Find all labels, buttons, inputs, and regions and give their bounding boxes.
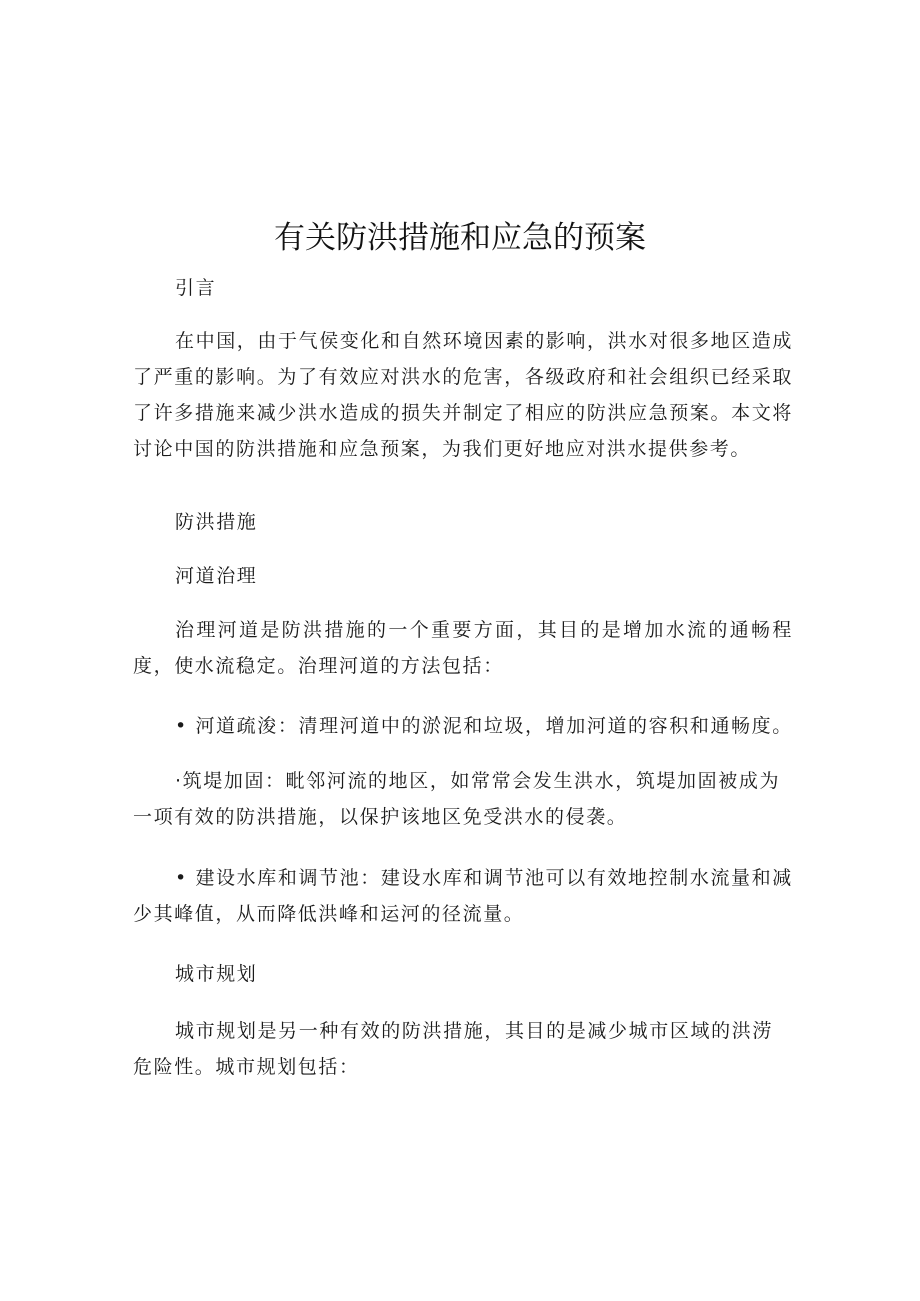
- bullet-dredging: • 河道疏浚：清理河道中的淤泥和垃圾，增加河道的容积和通畅度。: [175, 715, 793, 737]
- city-paragraph: 城市规划是另一种有效的防洪措施，其目的是减少城市区域的洪涝危险性。城市规划包括：: [133, 1020, 773, 1078]
- city-heading: 城市规划: [175, 963, 258, 985]
- document-title: 有关防洪措施和应急的预案: [274, 220, 646, 256]
- bullet-embankment: ·筑堤加固：毗邻河流的地区，如常常会发生洪水，筑堤加固被成为一项有效的防洪措施，以保护该地区免受洪水的侵袭。: [133, 770, 781, 828]
- intro-heading: 引言: [175, 277, 217, 299]
- river-heading: 河道治理: [175, 565, 258, 587]
- bullet-reservoir: • 建设水库和调节池：建设水库和调节池可以有效地控制水流量和减少其峰值，从而降低洪峰和运河的径流量。: [133, 867, 793, 925]
- measures-heading: 防洪措施: [175, 511, 258, 533]
- intro-paragraph: 在中国，由于气侯变化和自然环境因素的影响，洪水对很多地区造成了严重的影响。为了有效应对洪水的危害，各级政府和社会组织已经采取了许多措施来减少洪水造成的损失并制定了相应的防洪应急预案。本文将讨论中国的防洪措施和应急预案，为我们更好地应对洪水提供参考。: [133, 330, 794, 460]
- river-paragraph: 治理河道是防洪措施的一个重要方面，其目的是增加水流的通畅程度，使水流稳定。治理河道的方法包括：: [133, 619, 793, 677]
